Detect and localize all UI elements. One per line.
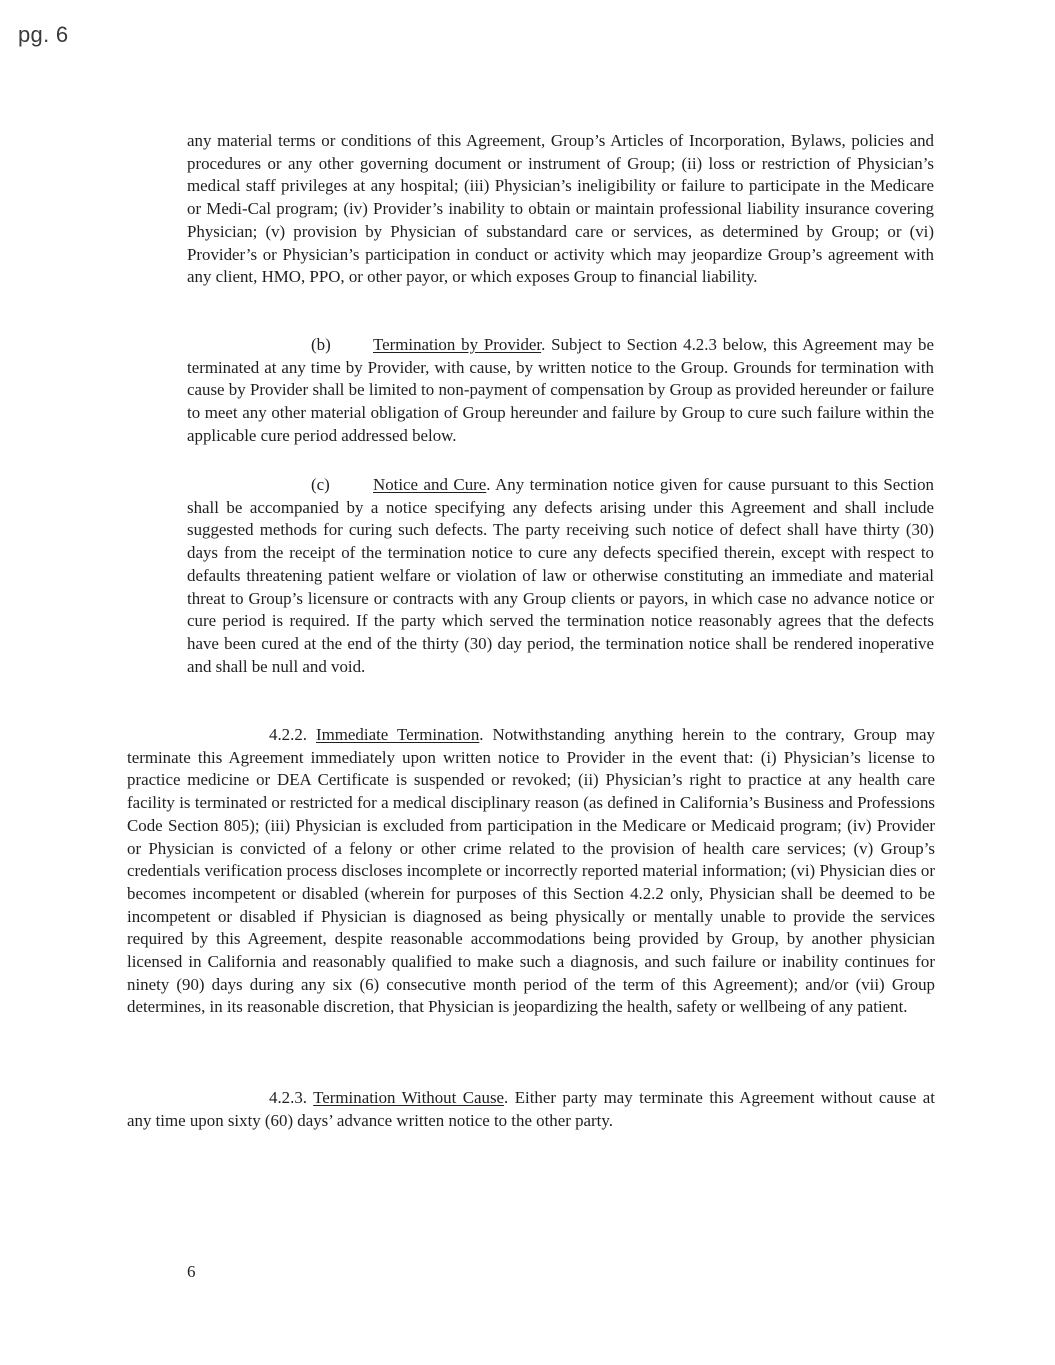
section-4-2-3-termination-without-cause [127,1087,935,1132]
section-heading: Immediate Termination [316,725,480,744]
paragraph-text: . Any termination notice given for cause pursuant to this Section shall be accompanied by a notice specifying any defects arising under this Agreement and shall include suggested methods for curing such defects. The party receiving such notice of defect shall have thirty (30) days from the receipt of the termination notice to cure any defects specified therein, except with respect to defaults threatening patient welfare or violation of law or otherwise constituting an immediate and material threat to Group’s licensure or contracts with any Group clients or payors, in which case no advance notice or cure period is required. If the party which served the termination notice reasonably agrees that the defects have been cured at the end of the thirty (30) day period, the termination notice shall be rendered inoperative and shall be null and void. [187,475,934,676]
section-notice-and-cure [187,474,934,678]
page-label: pg. 6 [18,22,69,47]
section-heading: Termination Without Cause [313,1088,505,1107]
paragraph-text: . Either party may terminate this Agreement without cause at any time upon sixty (60) days’ advance written notice to the other party. [127,1088,935,1130]
section-4-2-2-immediate-termination [127,724,935,1019]
section-termination-by-provider [187,334,934,448]
section-number: 4.2.2. [269,725,317,744]
subsection-label: (c) [311,475,330,494]
subsection-heading: Termination by Provider [373,335,542,354]
subsection-label: (b) [311,335,331,354]
paragraph-text: any material terms or conditions of this Agreement, Group’s Articles of Incorporation, Bylaws, policies and procedures or any other governing document or instrument of Group; (ii) loss or restriction of Physician’s medical staff privileges at any hospital; (iii) Physician’s ineligibility or failure to participate in the Medicare or Medi-Cal program; (iv) Provider’s inability to obtain or maintain professional liability insurance covering Physician; (v) provision by Physician of substandard care or services, as determined by Group; or (vi) Provider’s or Physician’s participation in conduct or activity which may jeopardize Group’s agreement with any client, HMO, PPO, or other payor, or which exposes Group to financial liability. [187,131,934,287]
paragraph-text: . Notwithstanding anything herein to the contrary, Group may terminate this Agreement immediately upon written notice to Provider in the event that: (i) Physician’s license to practice medicine or DEA Certificate is suspended or revoked; (ii) Physician’s right to practice at any health care facility is terminated or restricted for a medical disciplinary reason (as defined in California’s Business and Professions Code Section 805); (iii) Physician is excluded from participation in the Medicare or Medicaid program; (iv) Provider or Physician is convicted of a felony or other crime related to the provision of health care services; (v) Group’s credentials verification process discloses incomplete or incorrectly reported material information; (vi) Physician dies or becomes incompetent or disabled (wherein for purposes of this Section 4.2.2 only, Physician shall be deemed to be incompetent or disabled if Physician is diagnosed as being physically or mentally unable to provide the services required by this Agreement, despite reasonable accommodations being provided by Group, by another physician licensed in California and reasonably qualified to make such a diagnosis, and such failure or inability continues for ninety (90) days during any six (6) consecutive month period of the term of this Agreement); and/or (vii) Group determines, in its reasonable discretion, that Physician is jeopardizing the health, safety or wellbeing of any patient. [127,725,935,1017]
paragraph-text: . Subject to Section 4.2.3 below, this Agreement may be terminated at any time by Provider, with cause, by written notice to the Group. Grounds for termination with cause by Provider shall be limited to non-payment of compensation by Group as provided hereunder or failure to meet any other material obligation of Group hereunder and failure by Group to cure such failure within the applicable cure period addressed below. [187,335,934,445]
section-number: 4.2.3. [269,1088,314,1107]
subsection-heading: Notice and Cure [373,475,487,494]
page-number: 6 [187,1262,196,1281]
paragraph-continuation [187,130,934,289]
